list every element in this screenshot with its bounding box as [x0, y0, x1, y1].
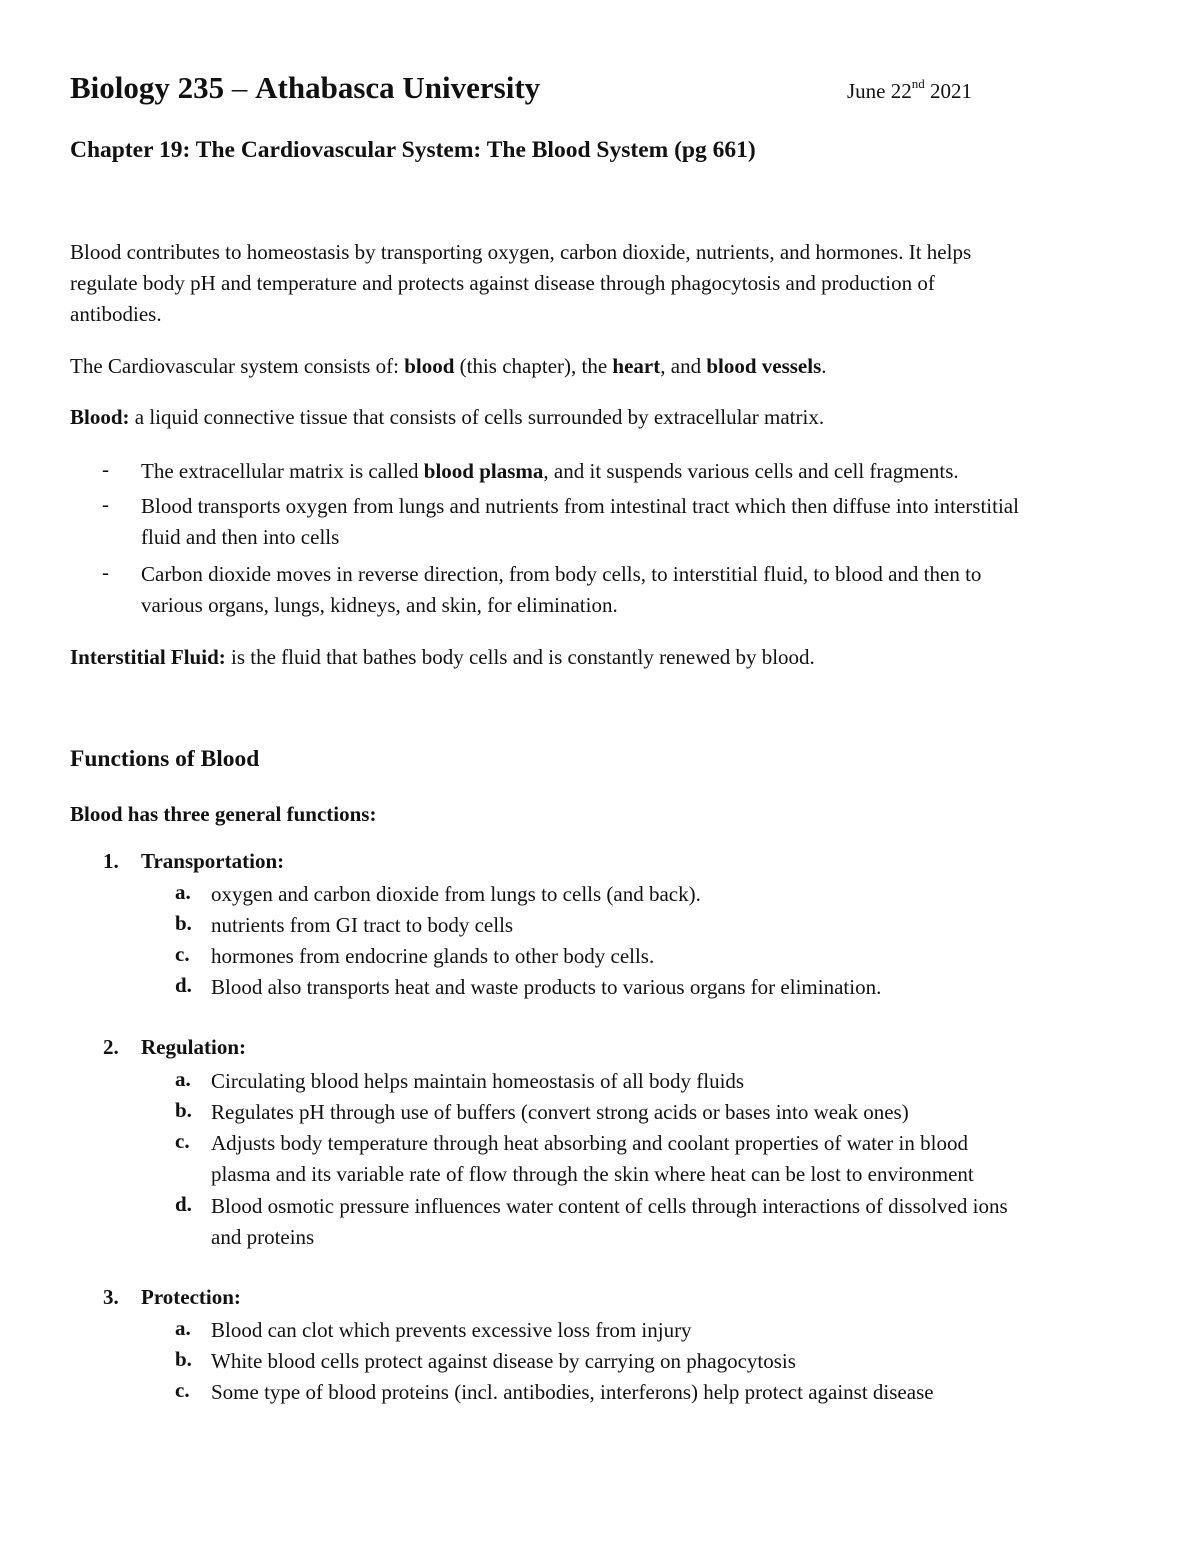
bullet-1-pre: The extracellular matrix is called	[141, 459, 424, 483]
list-number-3: 3.	[103, 1285, 119, 1309]
document-date	[847, 78, 972, 104]
regulation-item-d-line-2: and proteins	[211, 1225, 315, 1249]
protection-label: Protection:	[141, 1285, 241, 1309]
interstitial-definition	[70, 642, 815, 673]
system-sentence	[70, 351, 827, 382]
transportation-item-c: hormones from endocrine glands to other body cells.	[211, 944, 655, 968]
list-letter: d.	[175, 1192, 192, 1216]
regulation-label: Regulation:	[141, 1035, 246, 1059]
list-number-2: 2.	[103, 1035, 119, 1059]
system-blood-term: blood	[404, 354, 455, 378]
transportation-item-d: Blood also transports heat and waste products to various organs for elimination.	[211, 975, 882, 999]
functions-subheading: Blood has three general functions:	[70, 802, 377, 826]
list-letter: c.	[175, 1378, 190, 1402]
interstitial-term: Interstitial Fluid:	[70, 645, 226, 669]
list-letter: d.	[175, 973, 192, 997]
bullet-2-line-1: Blood transports oxygen from lungs and nutrients from intestinal tract which then diffuse into interstitial	[141, 494, 1019, 518]
date-month-day: June 22	[847, 79, 912, 103]
protection-item-b: White blood cells protect against disease by carrying on phagocytosis	[211, 1349, 796, 1373]
course-name: Biology 235	[70, 70, 225, 105]
intro-line-2: regulate body pH and temperature and protects against disease through phagocytosis and production of	[70, 271, 935, 295]
bullet-dash: -	[102, 560, 109, 584]
blood-term: Blood:	[70, 405, 130, 429]
transportation-label: Transportation:	[141, 849, 285, 873]
document-title	[70, 70, 540, 106]
date-suffix: nd	[911, 76, 925, 91]
system-end: .	[821, 354, 827, 378]
list-letter: b.	[175, 1347, 192, 1371]
institution-name: Athabasca University	[255, 70, 541, 105]
chapter-title: Chapter 19: The Cardiovascular System: The Blood System (pg 661)	[70, 137, 756, 163]
bullet-2-line-2: fluid and then into cells	[141, 525, 340, 549]
regulation-item-c-line-2: plasma and its variable rate of flow through the skin where heat can be lost to environment	[211, 1162, 974, 1186]
protection-item-c: Some type of blood proteins (incl. antibodies, interferons) help protect against disease	[211, 1380, 934, 1404]
system-mid-1: (this chapter), the	[454, 354, 613, 378]
system-heart-term: heart	[612, 354, 661, 378]
functions-heading: Functions of Blood	[70, 746, 260, 772]
bullet-1-post: , and it suspends various cells and cell fragments.	[543, 459, 959, 483]
list-letter: b.	[175, 911, 192, 935]
transportation-item-b: nutrients from GI tract to body cells	[211, 913, 514, 937]
blood-definition	[70, 402, 824, 433]
bullet-3-line-1: Carbon dioxide moves in reverse direction, from body cells, to interstitial fluid, to blood and then to	[141, 562, 982, 586]
regulation-item-c-line-1: Adjusts body temperature through heat absorbing and coolant properties of water in blood	[211, 1131, 968, 1155]
list-letter: a.	[175, 1316, 191, 1340]
regulation-item-d-line-1: Blood osmotic pressure influences water content of cells through interactions of dissolved ions	[211, 1194, 1008, 1218]
bullet-dash: -	[102, 492, 109, 516]
list-letter: c.	[175, 942, 190, 966]
title-separator: –	[224, 70, 256, 105]
list-letter: c.	[175, 1129, 190, 1153]
list-letter: a.	[175, 880, 191, 904]
date-year: 2021	[924, 79, 972, 103]
bullet-1	[141, 456, 959, 487]
intro-line-1: Blood contributes to homeostasis by transporting oxygen, carbon dioxide, nutrients, and hormones. It helps	[70, 240, 972, 264]
system-mid-2: , and	[660, 354, 707, 378]
regulation-item-b: Regulates pH through use of buffers (convert strong acids or bases into weak ones)	[211, 1100, 909, 1124]
interstitial-text: is the fluid that bathes body cells and is constantly renewed by blood.	[225, 645, 815, 669]
list-number-1: 1.	[103, 849, 119, 873]
intro-line-3: antibodies.	[70, 302, 162, 326]
bullet-3-line-2: various organs, lungs, kidneys, and skin, for elimination.	[141, 593, 618, 617]
list-letter: b.	[175, 1098, 192, 1122]
protection-item-a: Blood can clot which prevents excessive loss from injury	[211, 1318, 692, 1342]
bullet-dash: -	[102, 457, 109, 481]
bullet-1-bold: blood plasma	[423, 459, 544, 483]
system-prefix: The Cardiovascular system consists of:	[70, 354, 405, 378]
regulation-item-a: Circulating blood helps maintain homeostasis of all body fluids	[211, 1069, 745, 1093]
system-vessels-term: blood vessels	[706, 354, 822, 378]
blood-definition-text: a liquid connective tissue that consists of cells surrounded by extracellular matrix.	[129, 405, 825, 429]
list-letter: a.	[175, 1067, 191, 1091]
transportation-item-a: oxygen and carbon dioxide from lungs to cells (and back).	[211, 882, 701, 906]
